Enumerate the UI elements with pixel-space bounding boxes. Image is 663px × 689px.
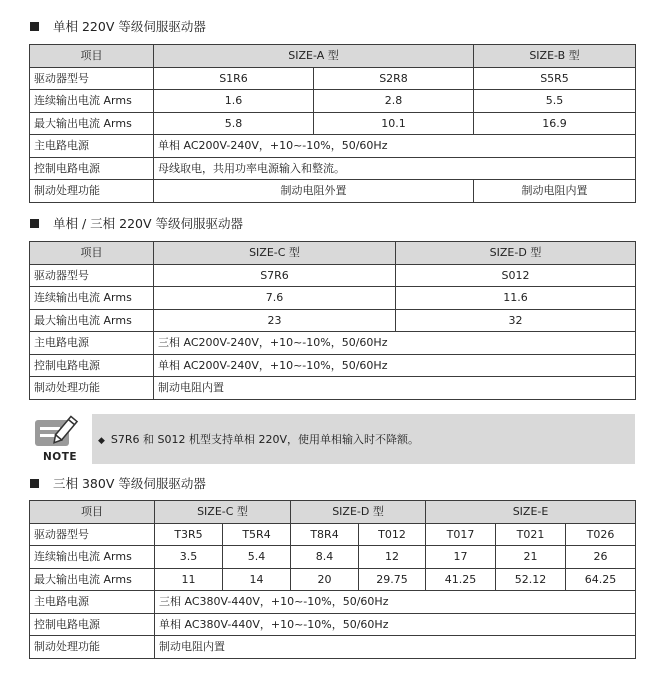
table-cell: 16.9 xyxy=(474,112,636,135)
table-row xyxy=(30,377,636,400)
row-label: 制动处理功能 xyxy=(30,180,154,203)
spec-table-220v-single-three xyxy=(29,241,636,400)
header-cell: 项目 xyxy=(30,242,154,265)
table-row xyxy=(30,546,636,569)
table-cell: 11 xyxy=(155,568,223,591)
note-text-bar xyxy=(92,414,635,464)
row-label: 连续输出电流 Arms xyxy=(30,546,155,569)
table-cell: 8.4 xyxy=(291,546,359,569)
table-cell: 单相 AC200V-240V，+10~-10%，50/60Hz xyxy=(154,135,636,158)
row-label: 连续输出电流 Arms xyxy=(30,287,154,310)
table-cell: 21 xyxy=(496,546,566,569)
header-cell: SIZE-B 型 xyxy=(474,45,636,68)
table-row xyxy=(30,636,636,659)
table-cell: 2.8 xyxy=(314,90,474,113)
table-cell: T017 xyxy=(426,523,496,546)
table-cell: 14 xyxy=(223,568,291,591)
table-row xyxy=(30,332,636,355)
table-cell: 单相 AC380V-440V，+10~-10%，50/60Hz xyxy=(155,613,636,636)
table-cell: 41.25 xyxy=(426,568,496,591)
table-cell: 5.8 xyxy=(154,112,314,135)
table-cell: 7.6 xyxy=(154,287,396,310)
table-cell: S1R6 xyxy=(154,67,314,90)
section-title: 单相 / 三相 220V 等级伺服驱动器 xyxy=(53,216,244,231)
header-cell: SIZE-A 型 xyxy=(154,45,474,68)
table-row xyxy=(30,135,636,158)
table-row xyxy=(30,568,636,591)
header-cell: SIZE-D 型 xyxy=(396,242,636,265)
table-cell: 29.75 xyxy=(359,568,426,591)
table-cell: 母线取电，共用功率电源输入和整流。 xyxy=(154,157,636,180)
table-cell: 64.25 xyxy=(566,568,636,591)
table-cell: S012 xyxy=(396,264,636,287)
header-cell: SIZE-C 型 xyxy=(155,501,291,524)
row-label: 驱动器型号 xyxy=(30,264,154,287)
table-header-row xyxy=(30,45,636,68)
table-cell: T026 xyxy=(566,523,636,546)
table-cell: S7R6 xyxy=(154,264,396,287)
table-cell: T021 xyxy=(496,523,566,546)
table-cell: 32 xyxy=(396,309,636,332)
table-cell: T8R4 xyxy=(291,523,359,546)
table-cell: 26 xyxy=(566,546,636,569)
header-cell: SIZE-C 型 xyxy=(154,242,396,265)
note-box xyxy=(34,414,635,464)
table-row xyxy=(30,591,636,614)
row-label: 控制电路电源 xyxy=(30,354,154,377)
header-cell: 项目 xyxy=(30,501,155,524)
table-row xyxy=(30,180,636,203)
note-text-line xyxy=(92,431,419,447)
table-cell: T5R4 xyxy=(223,523,291,546)
spec-table-380v-three xyxy=(29,500,636,659)
header-cell: SIZE-E xyxy=(426,501,636,524)
diamond-bullet-icon: ◆ xyxy=(98,436,105,446)
table-cell: T012 xyxy=(359,523,426,546)
table-row xyxy=(30,523,636,546)
section-heading-2 xyxy=(30,214,243,232)
square-bullet-icon xyxy=(30,479,39,488)
table-cell: 制动电阻内置 xyxy=(474,180,636,203)
spec-table-220v-single xyxy=(29,44,636,203)
table-cell: 单相 AC200V-240V，+10~-10%，50/60Hz xyxy=(154,354,636,377)
table-row xyxy=(30,287,636,310)
header-cell: SIZE-D 型 xyxy=(291,501,426,524)
table-cell: S2R8 xyxy=(314,67,474,90)
table-row xyxy=(30,67,636,90)
table-row xyxy=(30,112,636,135)
table-cell: 制动电阻内置 xyxy=(154,377,636,400)
row-label: 控制电路电源 xyxy=(30,613,155,636)
row-label: 制动处理功能 xyxy=(30,377,154,400)
table-cell: 23 xyxy=(154,309,396,332)
square-bullet-icon xyxy=(30,219,39,228)
row-label: 最大输出电流 Arms xyxy=(30,112,154,135)
table-cell: 制动电阻外置 xyxy=(154,180,474,203)
table-row xyxy=(30,90,636,113)
table-row xyxy=(30,264,636,287)
row-label: 驱动器型号 xyxy=(30,67,154,90)
table-row xyxy=(30,157,636,180)
note-label: NOTE xyxy=(43,451,78,463)
table-cell: 制动电阻内置 xyxy=(155,636,636,659)
row-label: 驱动器型号 xyxy=(30,523,155,546)
table-row xyxy=(30,309,636,332)
table-row xyxy=(30,354,636,377)
table-cell: 20 xyxy=(291,568,359,591)
section-title: 单相 220V 等级伺服驱动器 xyxy=(53,19,206,34)
row-label: 连续输出电流 Arms xyxy=(30,90,154,113)
row-label: 制动处理功能 xyxy=(30,636,155,659)
row-label: 控制电路电源 xyxy=(30,157,154,180)
table-cell: 12 xyxy=(359,546,426,569)
note-text: S7R6 和 S012 机型支持单相 220V，使用单相输入时不降额。 xyxy=(110,433,420,446)
section-title: 三相 380V 等级伺服驱动器 xyxy=(53,476,206,491)
table-header-row xyxy=(30,501,636,524)
row-label: 最大输出电流 Arms xyxy=(30,309,154,332)
square-bullet-icon xyxy=(30,22,39,31)
table-cell: T3R5 xyxy=(155,523,223,546)
section-heading-3 xyxy=(30,474,206,492)
row-label: 主电路电源 xyxy=(30,591,155,614)
row-label: 主电路电源 xyxy=(30,332,154,355)
table-cell: 三相 AC200V-240V，+10~-10%，50/60Hz xyxy=(154,332,636,355)
row-label: 主电路电源 xyxy=(30,135,154,158)
table-cell: 5.5 xyxy=(474,90,636,113)
table-cell: 三相 AC380V-440V，+10~-10%，50/60Hz xyxy=(155,591,636,614)
table-cell: 1.6 xyxy=(154,90,314,113)
table-cell: 3.5 xyxy=(155,546,223,569)
table-header-row xyxy=(30,242,636,265)
header-cell: 项目 xyxy=(30,45,154,68)
table-cell: S5R5 xyxy=(474,67,636,90)
table-cell: 17 xyxy=(426,546,496,569)
table-cell: 10.1 xyxy=(314,112,474,135)
row-label: 最大输出电流 Arms xyxy=(30,568,155,591)
table-cell: 52.12 xyxy=(496,568,566,591)
table-row xyxy=(30,613,636,636)
section-heading-1 xyxy=(30,17,206,35)
table-cell: 11.6 xyxy=(396,287,636,310)
note-icon xyxy=(34,414,86,464)
table-cell: 5.4 xyxy=(223,546,291,569)
